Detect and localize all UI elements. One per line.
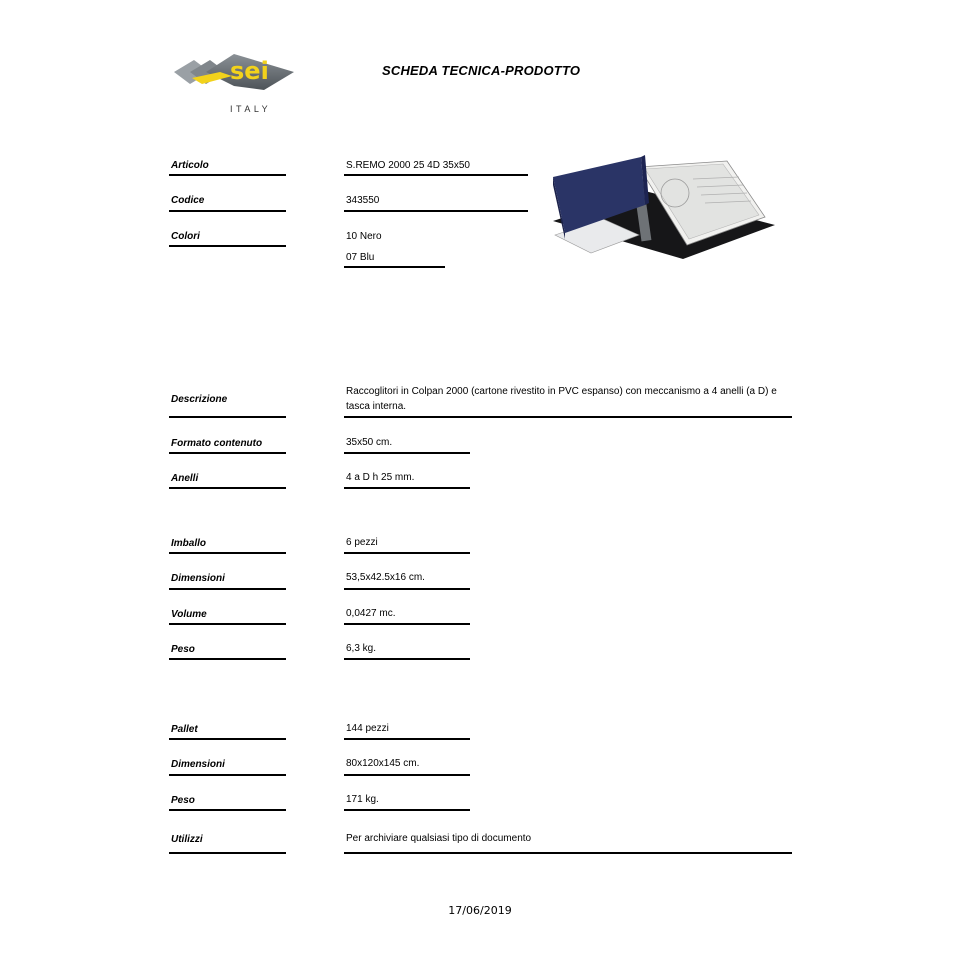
anelli-value: 4 a D h 25 mm.: [346, 472, 415, 483]
sei-italy-logo: [172, 50, 298, 116]
formato-value: 35x50 cm.: [346, 437, 393, 448]
pallet-peso-value: 171 kg.: [346, 794, 379, 805]
formato-label-underline: [169, 452, 286, 454]
pallet-label-underline: [169, 738, 286, 740]
pallet-peso-label: Peso: [171, 795, 195, 806]
codice-value: 343550: [346, 195, 380, 206]
descrizione-value-underline: [344, 416, 792, 418]
imballo-peso-value-underline: [344, 658, 470, 660]
anelli-label-underline: [169, 487, 286, 489]
volume-value: 0,0427 mc.: [346, 608, 396, 619]
articolo-label-underline: [169, 174, 286, 176]
formato-value-underline: [344, 452, 470, 454]
colori-value-underline: [344, 266, 445, 268]
colori-value-1: 10 Nero: [346, 231, 382, 242]
logo-text: sei: [230, 57, 269, 85]
descrizione-value-line1: Raccoglitori in Colpan 2000 (cartone rivestito in PVC espanso) con meccanismo a 4 anelli (a D) e: [346, 386, 777, 397]
imballo-dimensioni-label-underline: [169, 588, 286, 590]
utilizzi-label-underline: [169, 852, 286, 854]
utilizzi-label: Utilizzi: [171, 834, 203, 845]
descrizione-label-underline: [169, 416, 286, 418]
codice-label-underline: [169, 210, 286, 212]
binder-illustration: [553, 155, 775, 267]
volume-value-underline: [344, 623, 470, 625]
pallet-dimensioni-value: 80x120x145 cm.: [346, 758, 420, 769]
pallet-dimensioni-label: Dimensioni: [171, 759, 225, 770]
imballo-label-underline: [169, 552, 286, 554]
imballo-value-underline: [344, 552, 470, 554]
descrizione-value-line2: tasca interna.: [346, 401, 407, 412]
logo-mark: [172, 50, 298, 116]
imballo-label: Imballo: [171, 538, 207, 549]
footer-date: 17/06/2019: [448, 904, 512, 917]
imballo-dimensioni-label: Dimensioni: [171, 573, 225, 584]
pallet-dimensioni-label-underline: [169, 774, 286, 776]
imballo-peso-label: Peso: [171, 644, 195, 655]
page-title: SCHEDA TECNICA-PRODOTTO: [382, 63, 581, 78]
utilizzi-value: Per archiviare qualsiasi tipo di documento: [346, 833, 532, 844]
pallet-value-underline: [344, 738, 470, 740]
product-photo: [553, 155, 775, 267]
volume-label: Volume: [171, 609, 207, 620]
colori-label-underline: [169, 245, 286, 247]
imballo-value: 6 pezzi: [346, 537, 378, 548]
pallet-peso-value-underline: [344, 809, 470, 811]
articolo-value-underline: [344, 174, 528, 176]
anelli-value-underline: [344, 487, 470, 489]
imballo-peso-label-underline: [169, 658, 286, 660]
pallet-label: Pallet: [171, 724, 198, 735]
colori-value-2: 07 Blu: [346, 252, 375, 263]
codice-value-underline: [344, 210, 528, 212]
utilizzi-value-underline: [344, 852, 792, 854]
formato-label: Formato contenuto: [171, 438, 263, 449]
codice-label: Codice: [171, 195, 205, 206]
imballo-peso-value: 6,3 kg.: [346, 643, 377, 654]
anelli-label: Anelli: [171, 473, 199, 484]
volume-label-underline: [169, 623, 286, 625]
pallet-dimensioni-value-underline: [344, 774, 470, 776]
descrizione-label: Descrizione: [171, 394, 228, 405]
colori-label: Colori: [171, 231, 200, 242]
imballo-dimensioni-value-underline: [344, 588, 470, 590]
articolo-label: Articolo: [171, 160, 209, 171]
pallet-peso-label-underline: [169, 809, 286, 811]
logo-subtitle: ITALY: [230, 104, 272, 114]
pallet-value: 144 pezzi: [346, 723, 389, 734]
articolo-value: S.REMO 2000 25 4D 35x50: [346, 160, 470, 171]
imballo-dimensioni-value: 53,5x42.5x16 cm.: [346, 572, 425, 583]
